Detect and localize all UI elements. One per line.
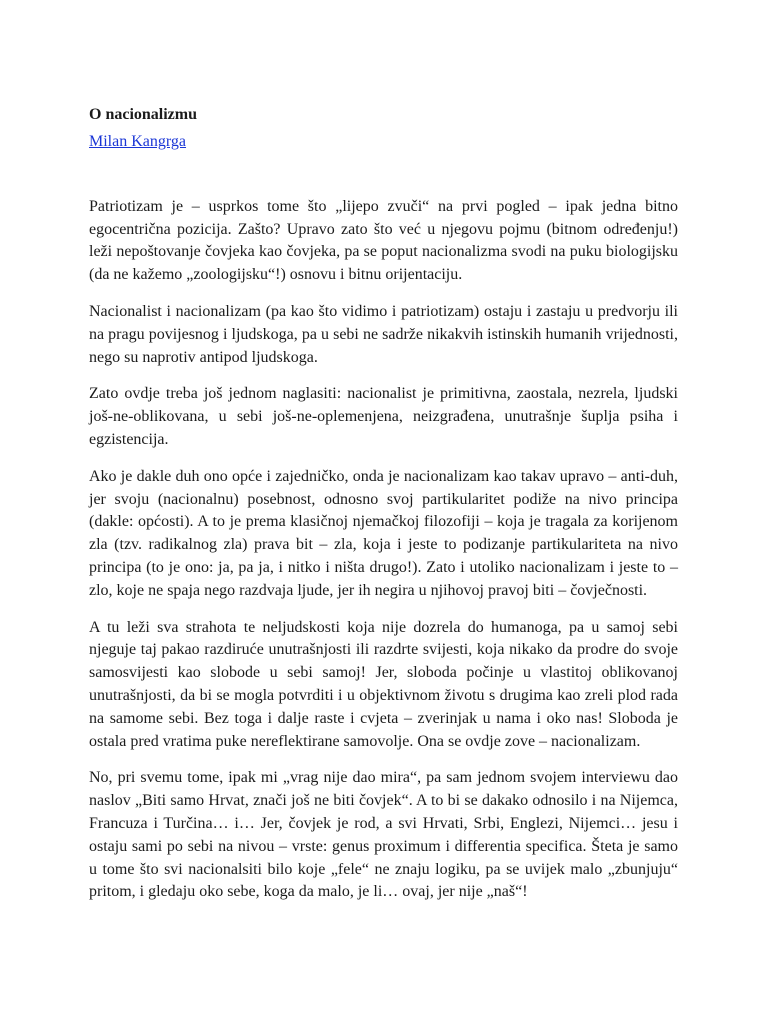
paragraph-2: Nacionalist i nacionalizam (pa kao što vidimo i patriotizam) ostaju i zastaju u predvorju ili na pragu povijesnog i ljudskoga, pa u sebi ne sadrže nikakvih istinskih humanih vrijednosti, nego su naprotiv antipod ljudskoga.	[89, 302, 678, 366]
article-body	[89, 196, 678, 904]
paragraph-5: A tu leži sva strahota te neljudskosti koja nije dozrela do humanoga, pa u samoj sebi njeguje taj pakao razdiruće unutrašnjosti ili razdrte svijesti, koja nikako da prodre do svoje samosvijesti kao slobode u sebi samoj! Jer, sloboda počinje u vlastitoj oblikovanoj unutrašnjosti, da bi se mogla potvrditi i u objektivnom životu s drugima kao zreli plod rada na samome sebi. Bez toga i dalje raste i cvjeta – zverinjak u nama i oko nas! Sloboda je ostala pred vratima puke nereflektirane samovolje. Ona se ovdje zove – nacionalizam.	[89, 618, 678, 750]
paragraph-1: Patriotizam je – usprkos tome što „lijepo zvuči“ na prvi pogled – ipak jedna bitno egocentrična pozicija. Zašto? Upravo zato što već u njegovu pojmu (bitnom određenju!) leži nepoštovanje čovjeka kao čovjeka, pa se poput nacionalizma svodi na puku biologijsku (da ne kažemo „zoologijsku“!) osnovu i bitnu orijentaciju.	[89, 197, 678, 284]
document-page	[89, 104, 678, 918]
author-link[interactable]: Milan Kangrga	[89, 133, 187, 150]
paragraph-3: Zato ovdje treba još jednom naglasiti: nacionalist je primitivna, zaostala, nezrela, ljudski još-ne-oblikovana, u sebi još-ne-oplemenjena, neizgrađena, unutrašnje šuplja psiha i egzistencija.	[89, 385, 678, 448]
paragraph-4: Ako je dakle duh ono opće i zajedničko, onda je nacionalizam kao takav upravo – anti-duh, jer svoju (nacionalnu) posebnost, odnosno svoj partikularitet podiže na nivo principa (dakle: općosti). A to je prema klasičnoj njemačkoj filozofiji – koja je tragala za korijenom zla (tzv. radikalnog zla) prava bit – zla, koja i jeste to podizanje partikulariteta na nivo principa (to je ono: ja, pa ja, i nitko i ništa drugo!). Zato i utoliko nacionalizam i jeste to – zlo, koje ne spaja nego razdvaja ljude, jer ih negira u njihovoj pravoj biti – čovječnosti.	[89, 467, 678, 599]
paragraph-6: No, pri svemu tome, ipak mi „vrag nije dao mira“, pa sam jednom svojem interviewu dao naslov „Biti samo Hrvat, znači još ne biti čovjek“. A to bi se dakako odnosilo i na Nijemca, Francuza i Turčina… i… Jer, čovjek je rod, a svi Hrvati, Srbi, Englezi, Nijemci… jesu i ostaju sami po sebi na nivou – vrste: genus proximum i differentia specifica. Šteta je samo u tome što svi nacionalsiti bilo koje „fele“ ne znaju logiku, pa se uvijek malo „zbunjuju“ pritom, i gledaju oko sebe, koga da malo, je li… ovaj, jer nije „naš“!	[89, 769, 678, 901]
article-title: O nacionalizmu	[89, 106, 198, 123]
